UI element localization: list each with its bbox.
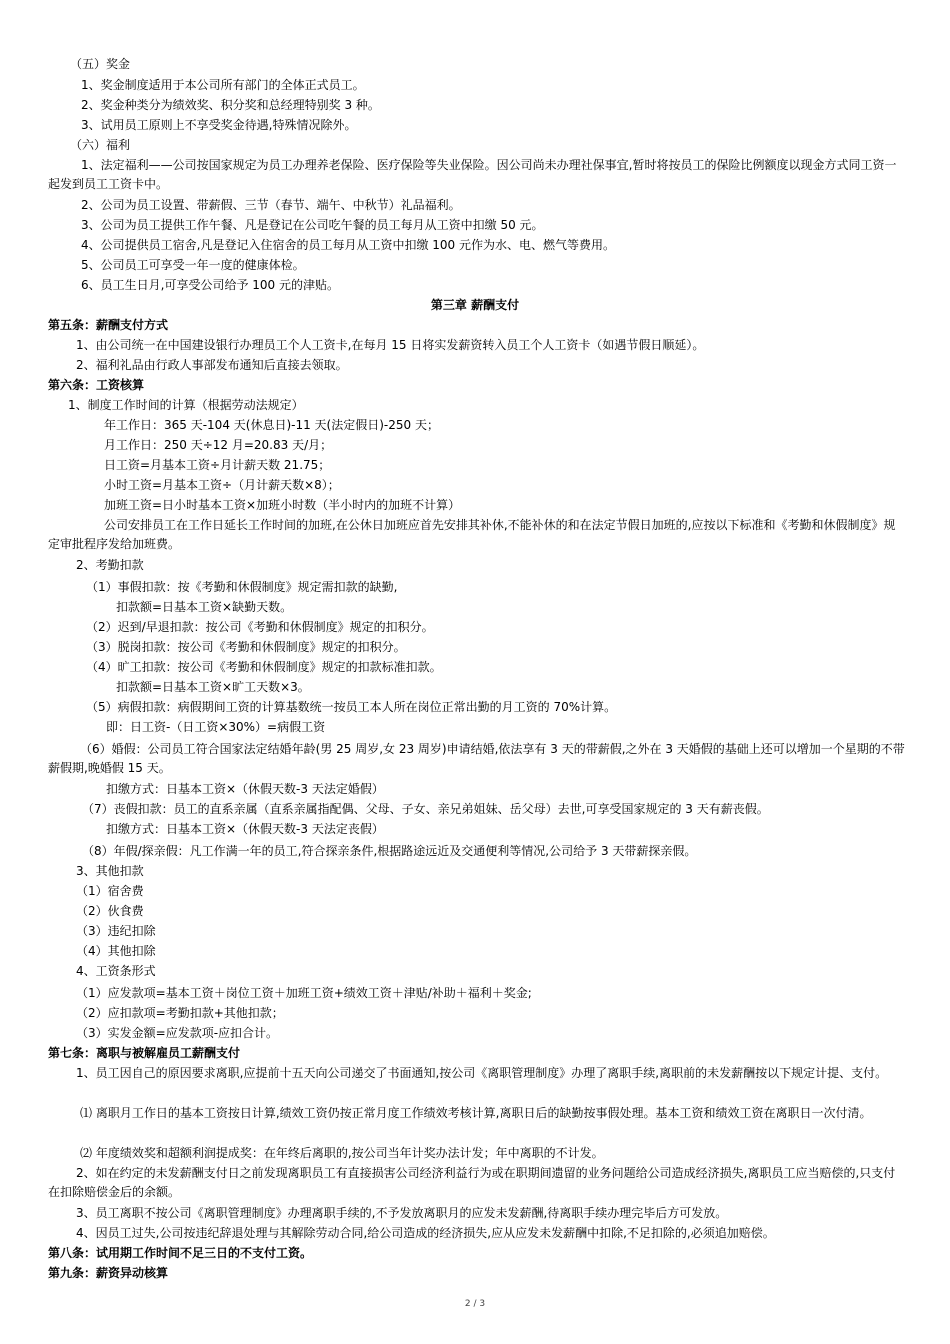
formula-line: 年工作日：365 天-104 天(休息日)-11 天(法定假日)-250 天；	[104, 418, 439, 432]
deduction-item: 扣款额=日基本工资×旷工天数×3。	[116, 680, 310, 694]
welfare-item: 3、公司为员工提供工作午餐、凡是登记在公司吃午餐的员工每月从工资中扣缴 50 元。	[81, 218, 544, 232]
deduction-item: （2）迟到/早退扣款：按公司《考勤和休假制度》规定的扣积分。	[86, 620, 434, 634]
deduction-item: （4）旷工扣款：按公司《考勤和休假制度》规定的扣款标准扣款。	[86, 660, 442, 674]
article-item: 1、员工因自己的原因要求离职,应提前十五天向公司递交了书面通知,按公司《离职管理制度》办理了离职手续,离职前的未发薪酬按以下规定计提、支付。	[76, 1066, 888, 1080]
article-item: 2、福利礼品由行政人事部发布通知后直接去领取。	[76, 358, 348, 372]
payslip-item: （2）应扣款项=考勤扣款+其他扣款；	[76, 1006, 284, 1020]
deduction-item: 扣款额=日基本工资×缺勤天数。	[116, 600, 293, 614]
paragraph: 公司安排员工在工作日延长工作时间的加班,在公休日加班应首先安排其补休,不能补休的和在法定节假日加班的,应按以下标准和《考勤和休假制度》规定审批程序发给加班费。	[48, 518, 896, 551]
article-title: 第九条：薪资异动核算	[48, 1266, 169, 1280]
subsection-heading: 1、制度工作时间的计算（根据劳动法规定）	[68, 398, 304, 412]
other-deduction-item: （4）其他扣除	[76, 944, 156, 958]
other-deduction-item: （2）伙食费	[76, 904, 144, 918]
welfare-item: 1、法定福利——公司按国家规定为员工办理养老保险、医疗保险等失业保险。因公司尚未办理社保事宜,暂时将按员工的保险比例额度以现金方式同工资一起发到员工工资卡中。	[48, 158, 897, 191]
deduction-item: （3）脱岗扣款：按公司《考勤和休假制度》规定的扣积分。	[86, 640, 406, 654]
deduction-item: 扣缴方式：日基本工资×（休假天数-3 天法定丧假）	[106, 822, 384, 836]
article-item: 2、如在约定的未发薪酬支付日之前发现离职员工有直接损害公司经济利益行为或在职期间遗留的业务问题给公司造成经济损失,离职员工应当赔偿的,只支付在扣除赔偿金后的余额。	[48, 1166, 896, 1199]
deduction-item: （7）丧假扣款：员工的直系亲属（直系亲属指配偶、父母、子女、亲兄弟姐妹、岳父母）去世,可享受国家规定的 3 天有薪丧假。	[82, 802, 769, 816]
article-title: 第六条：工资核算	[48, 378, 145, 392]
payslip-item: （3）实发金额=应发款项-应扣合计。	[76, 1026, 279, 1040]
article-item: 4、因员工过失,公司按违纪辞退处理与其解除劳动合同,给公司造成的经济损失,应从应发未发薪酬中扣除,不足扣除的,必须追加赔偿。	[76, 1226, 775, 1240]
section-heading-bonus: （五）奖金	[70, 57, 131, 71]
article-title: 第五条：薪酬支付方式	[48, 318, 169, 332]
bonus-item: 3、试用员工原则上不享受奖金待遇,特殊情况除外。	[81, 118, 357, 132]
deduction-item: （6）婚假：公司员工符合国家法定结婚年龄(男 25 周岁,女 23 周岁)申请结婚,依法享有 3 天的带薪假,之外在 3 天婚假的基础上还可以增加一个星期的不带薪假期,晚婚假 15 天。	[48, 742, 905, 775]
formula-line: 加班工资=日小时基本工资×加班小时数（半小时内的加班不计算）	[104, 498, 461, 512]
other-deduction-item: （3）违纪扣除	[76, 924, 156, 938]
subsection-heading: 2、考勤扣款	[76, 558, 144, 572]
section-heading-welfare: （六）福利	[70, 138, 131, 152]
deduction-item: 即：日工资-（日工资×30%）=病假工资	[106, 720, 326, 734]
welfare-item: 6、员工生日月,可享受公司给予 100 元的津贴。	[81, 278, 339, 292]
subsection-heading: 3、其他扣款	[76, 864, 144, 878]
article-item: 3、员工离职不按公司《离职管理制度》办理离职手续的,不予发放离职月的应发未发薪酬,待离职手续办理完毕后方可发放。	[76, 1206, 728, 1220]
formula-line: 日工资=月基本工资÷月计薪天数 21.75；	[104, 458, 331, 472]
deduction-item: （1）事假扣款：按《考勤和休假制度》规定需扣款的缺勤,	[86, 580, 398, 594]
bonus-item: 1、奖金制度适用于本公司所有部门的全体正式员工。	[81, 78, 365, 92]
formula-line: 小时工资=月基本工资÷（月计薪天数×8）；	[104, 478, 340, 492]
deduction-item: （5）病假扣款：病假期间工资的计算基数统一按员工本人所在岗位正常出勤的月工资的 70%计算。	[86, 700, 617, 714]
welfare-item: 2、公司为员工设置、带薪假、三节（春节、端午、中秋节）礼品福利。	[81, 198, 461, 212]
other-deduction-item: （1）宿舍费	[76, 884, 144, 898]
chapter-title: 第三章 薪酬支付	[430, 298, 520, 312]
bonus-item: 2、奖金种类分为绩效奖、积分奖和总经理特别奖 3 种。	[81, 98, 380, 112]
article-item: 1、由公司统一在中国建设银行办理员工个人工资卡,在每月 15 日将实发薪资转入员工个人工资卡（如遇节假日顺延）。	[76, 338, 705, 352]
article-title: 第八条：试用期工作时间不足三日的不支付工资。	[48, 1246, 313, 1260]
deduction-item: （8）年假/探亲假：凡工作满一年的员工,符合探亲条件,根据路途远近及交通便利等情况,公司给予 3 天带薪探亲假。	[82, 844, 697, 858]
deduction-item: 扣缴方式：日基本工资×（休假天数-3 天法定婚假）	[106, 782, 384, 796]
welfare-item: 5、公司员工可享受一年一度的健康体检。	[81, 258, 305, 272]
article-title: 第七条：离职与被解雇员工薪酬支付	[48, 1046, 241, 1060]
formula-line: 月工作日：250 天÷12 月=20.83 天/月；	[104, 438, 333, 452]
welfare-item: 4、公司提供员工宿舍,凡是登记入住宿舍的员工每月从工资中扣缴 100 元作为水、电、燃气等费用。	[81, 238, 615, 252]
payslip-item: （1）应发款项=基本工资＋岗位工资＋加班工资+绩效工资＋津贴/补助＋福利＋奖金;	[76, 986, 532, 1000]
subsection-heading: 4、工资条形式	[76, 964, 156, 978]
article-item: ⑵ 年度绩效奖和超额利润提成奖：在年终后离职的,按公司当年计奖办法计发；年中离职的不计发。	[80, 1146, 604, 1160]
page-number: 2 / 3	[464, 1299, 486, 1309]
article-item: ⑴ 离职月工作日的基本工资按日计算,绩效工资仍按正常月度工作绩效考核计算,离职日后的缺勤按事假处理。基本工资和绩效工资在离职日一次付清。	[80, 1106, 872, 1120]
